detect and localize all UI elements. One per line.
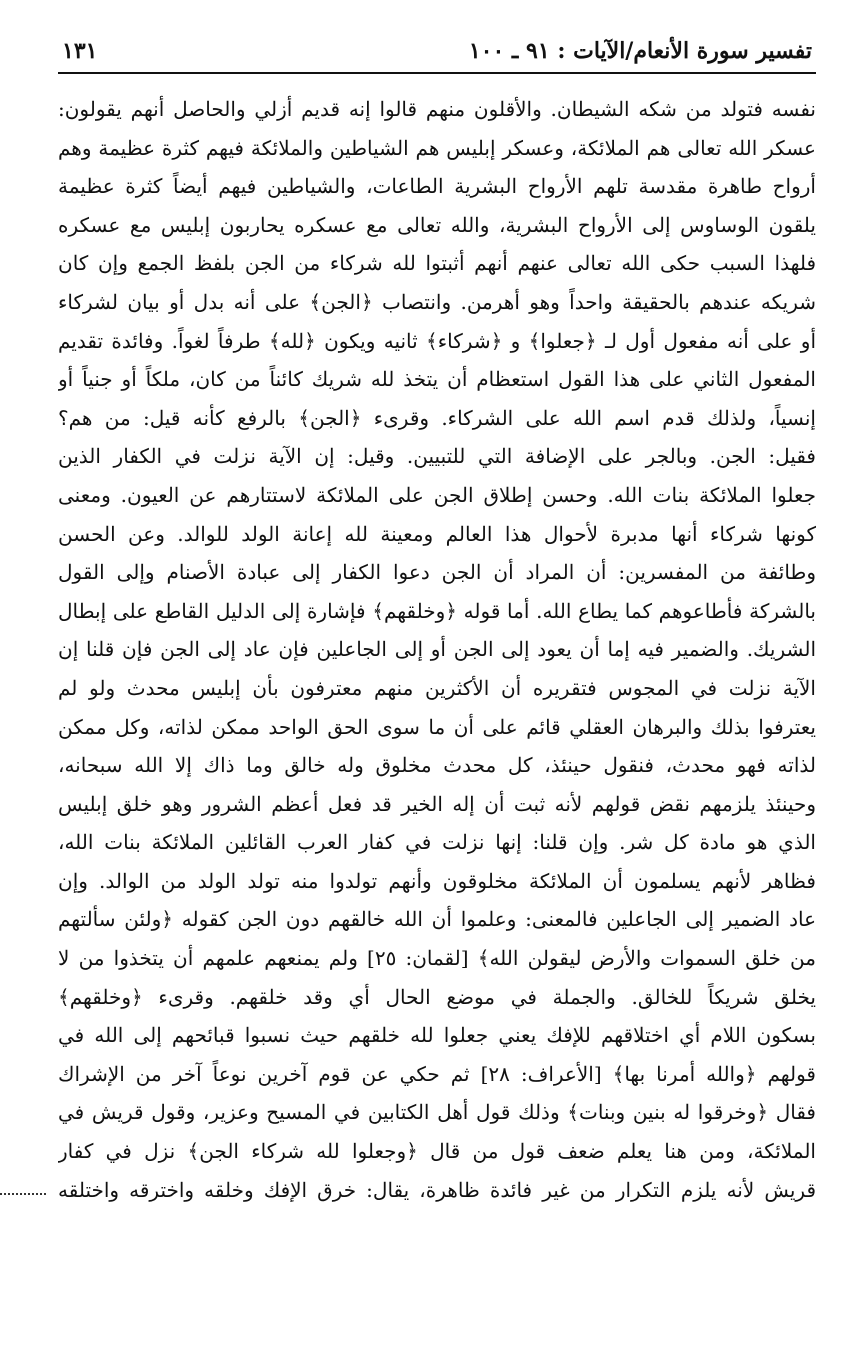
text-line: يلقون الوساوس إلى الأرواح البشرية، والله تعالى مع عسكره يحاربون إبليس مع عسكره xyxy=(58,212,816,237)
text-line: جعلوا الملائكة بنات الله. وحسن إطلاق الجن على الملائكة لاستتارهم عن العيون. ومعنى xyxy=(58,482,816,507)
text-line: الآية نزلت في المجوس فتقريره أن الأكثرين منهم معترفون بأن إبليس محدث ولو لم xyxy=(58,675,816,700)
running-header xyxy=(58,38,816,74)
text-line: بالشركة فأطاعوهم كما يطاع الله. أما قوله ﴿وخلقهم﴾ فإشارة إلى الدليل القاطع على إبطال xyxy=(58,598,816,623)
text-line: إنسياً، ولذلك قدم اسم الله على الشركاء. وقرىء ﴿الجن﴾ بالرفع كأنه قيل: من هم؟ xyxy=(58,405,816,430)
text-line: قولهم ﴿والله أمرنا بها﴾ [الأعراف: ٢٨] ثم حكي عن قوم آخرين نوعاً آخر من الإشراك xyxy=(58,1061,816,1086)
book-page xyxy=(58,38,816,1209)
text-line: عاد الضمير إلى الجاعلين فالمعنى: وعلموا أن الله خالقهم دون الجن كقوله ﴿ولئن سألتهم xyxy=(58,907,816,932)
text-line: من خلق السموات والأرض ليقولن الله﴾ [لقمان: ٢٥] ولم يمنعهم علمهم أن يتخذوا من لا xyxy=(58,946,816,971)
text-line: وحينئذ يلزمهم نقض قولهم لأنه ثبت أن إله الخير قد فعل أعظم الشرور وهو خلق إبليس xyxy=(58,791,816,816)
running-title: تفسير سورة الأنعام/الآيات : ٩١ ـ ١٠٠ xyxy=(468,38,812,64)
text-line: فظاهر لأنهم يسلمون أن الملائكة مخلوقون وأنهم تولدوا منه تولد الولد من الوالد. وإن xyxy=(58,868,816,893)
page-number: ١٣١ xyxy=(62,38,98,64)
text-line: الشريك. والضمير فيه إما أن يعود إلى الجن أو إلى الجاعلين فإن عاد إلى الجن فإن قلنا إن xyxy=(58,637,816,662)
text-line: قريش لأنه يلزم التكرار من غير فائدة ظاهرة، يقال: خرق الإفك وخلقه واخترقه واختلقه xyxy=(58,1177,816,1202)
text-line: عسكر الله تعالى هم الملائكة، وعسكر إبليس هم الشياطين والملائكة فيهم كثرة عظيمة وهم xyxy=(58,135,816,160)
text-line: فقال ﴿وخرقوا له بنين وبنات﴾ وذلك قول أهل الكتابين في المسيح وعزير، وقول قريش في xyxy=(58,1100,816,1125)
text-line: يعترفوا بذلك والبرهان العقلي قائم على أن ما سوى الحق الواحد ممكن لذاته، وكل ممكن xyxy=(58,714,816,739)
body-text xyxy=(58,90,816,1209)
text-line: أرواح طاهرة مقدسة تلهم الأرواح البشرية الطاعات، والشياطين فيهم أيضاً كثرة عظيمة xyxy=(58,174,816,199)
text-line: الملائكة، ومن هنا يعلم ضعف قول من قال ﴿وجعلوا لله شركاء الجن﴾ نزل في كفار xyxy=(58,1139,816,1164)
text-line: أو على أنه مفعول أول لـ ﴿جعلوا﴾ و ﴿شركاء﴾ ثانيه ويكون ﴿لله﴾ طرفاً لغواً. وفائدة تقديم xyxy=(58,328,816,353)
text-line: فلهذا السبب حكى الله تعالى عنهم أنهم أثبتوا لله شركاء من الجن بلفظ الجمع وإن كان xyxy=(58,251,816,276)
text-line: بسكون اللام أي اختلاقهم للإفك يعني جعلوا لله خلقهم حيث نسبوا قبائحهم إلى الله في xyxy=(58,1023,816,1048)
text-line: كونها شركاء أنها مدبرة لأحوال هذا العالم ومعينة لله إعانة الولد للوالد. وعن الحسن xyxy=(58,521,816,546)
text-line: يخلق شريكاً للخالق. والجملة في موضع الحال أي وقد خلقهم. وقرىء ﴿وخلقهم﴾ xyxy=(58,984,816,1009)
text-line: لذاته فهو محدث، فنقول حينئذ، كل محدث مخلوق وله خالق وما ذاك إلا الله سبحانه، xyxy=(58,753,816,778)
text-line: نفسه فتولد من شكه الشيطان. والأقلون منهم قالوا إنه قديم أزلي والحاصل أنهم يقولون: xyxy=(58,97,816,121)
text-line: فقيل: الجن. وبالجر على الإضافة التي للتبيين. وقيل: إن الآية نزلت في الكفار الذين xyxy=(58,444,816,469)
text-line: شريكه عندهم بالحقيقة واحداً وهو أهرمن. وانتصاب ﴿الجن﴾ على أنه بدل أو بيان لشركاء xyxy=(58,289,816,314)
text-line: وطائفة من المفسرين: أن المراد أن الجن دعوا الكفار إلى عبادة الأصنام وإلى القول xyxy=(58,560,816,585)
margin-mark xyxy=(0,1193,46,1195)
text-line: الذي هو مادة كل شر. وإن قلنا: إنها نزلت في كفار العرب القائلين الملائكة بنات الله، xyxy=(58,830,816,855)
text-line: المفعول الثاني على هذا القول استعظام أن يتخذ لله شريك كائناً من كان، ملكاً أو جنياً أو xyxy=(58,367,816,392)
